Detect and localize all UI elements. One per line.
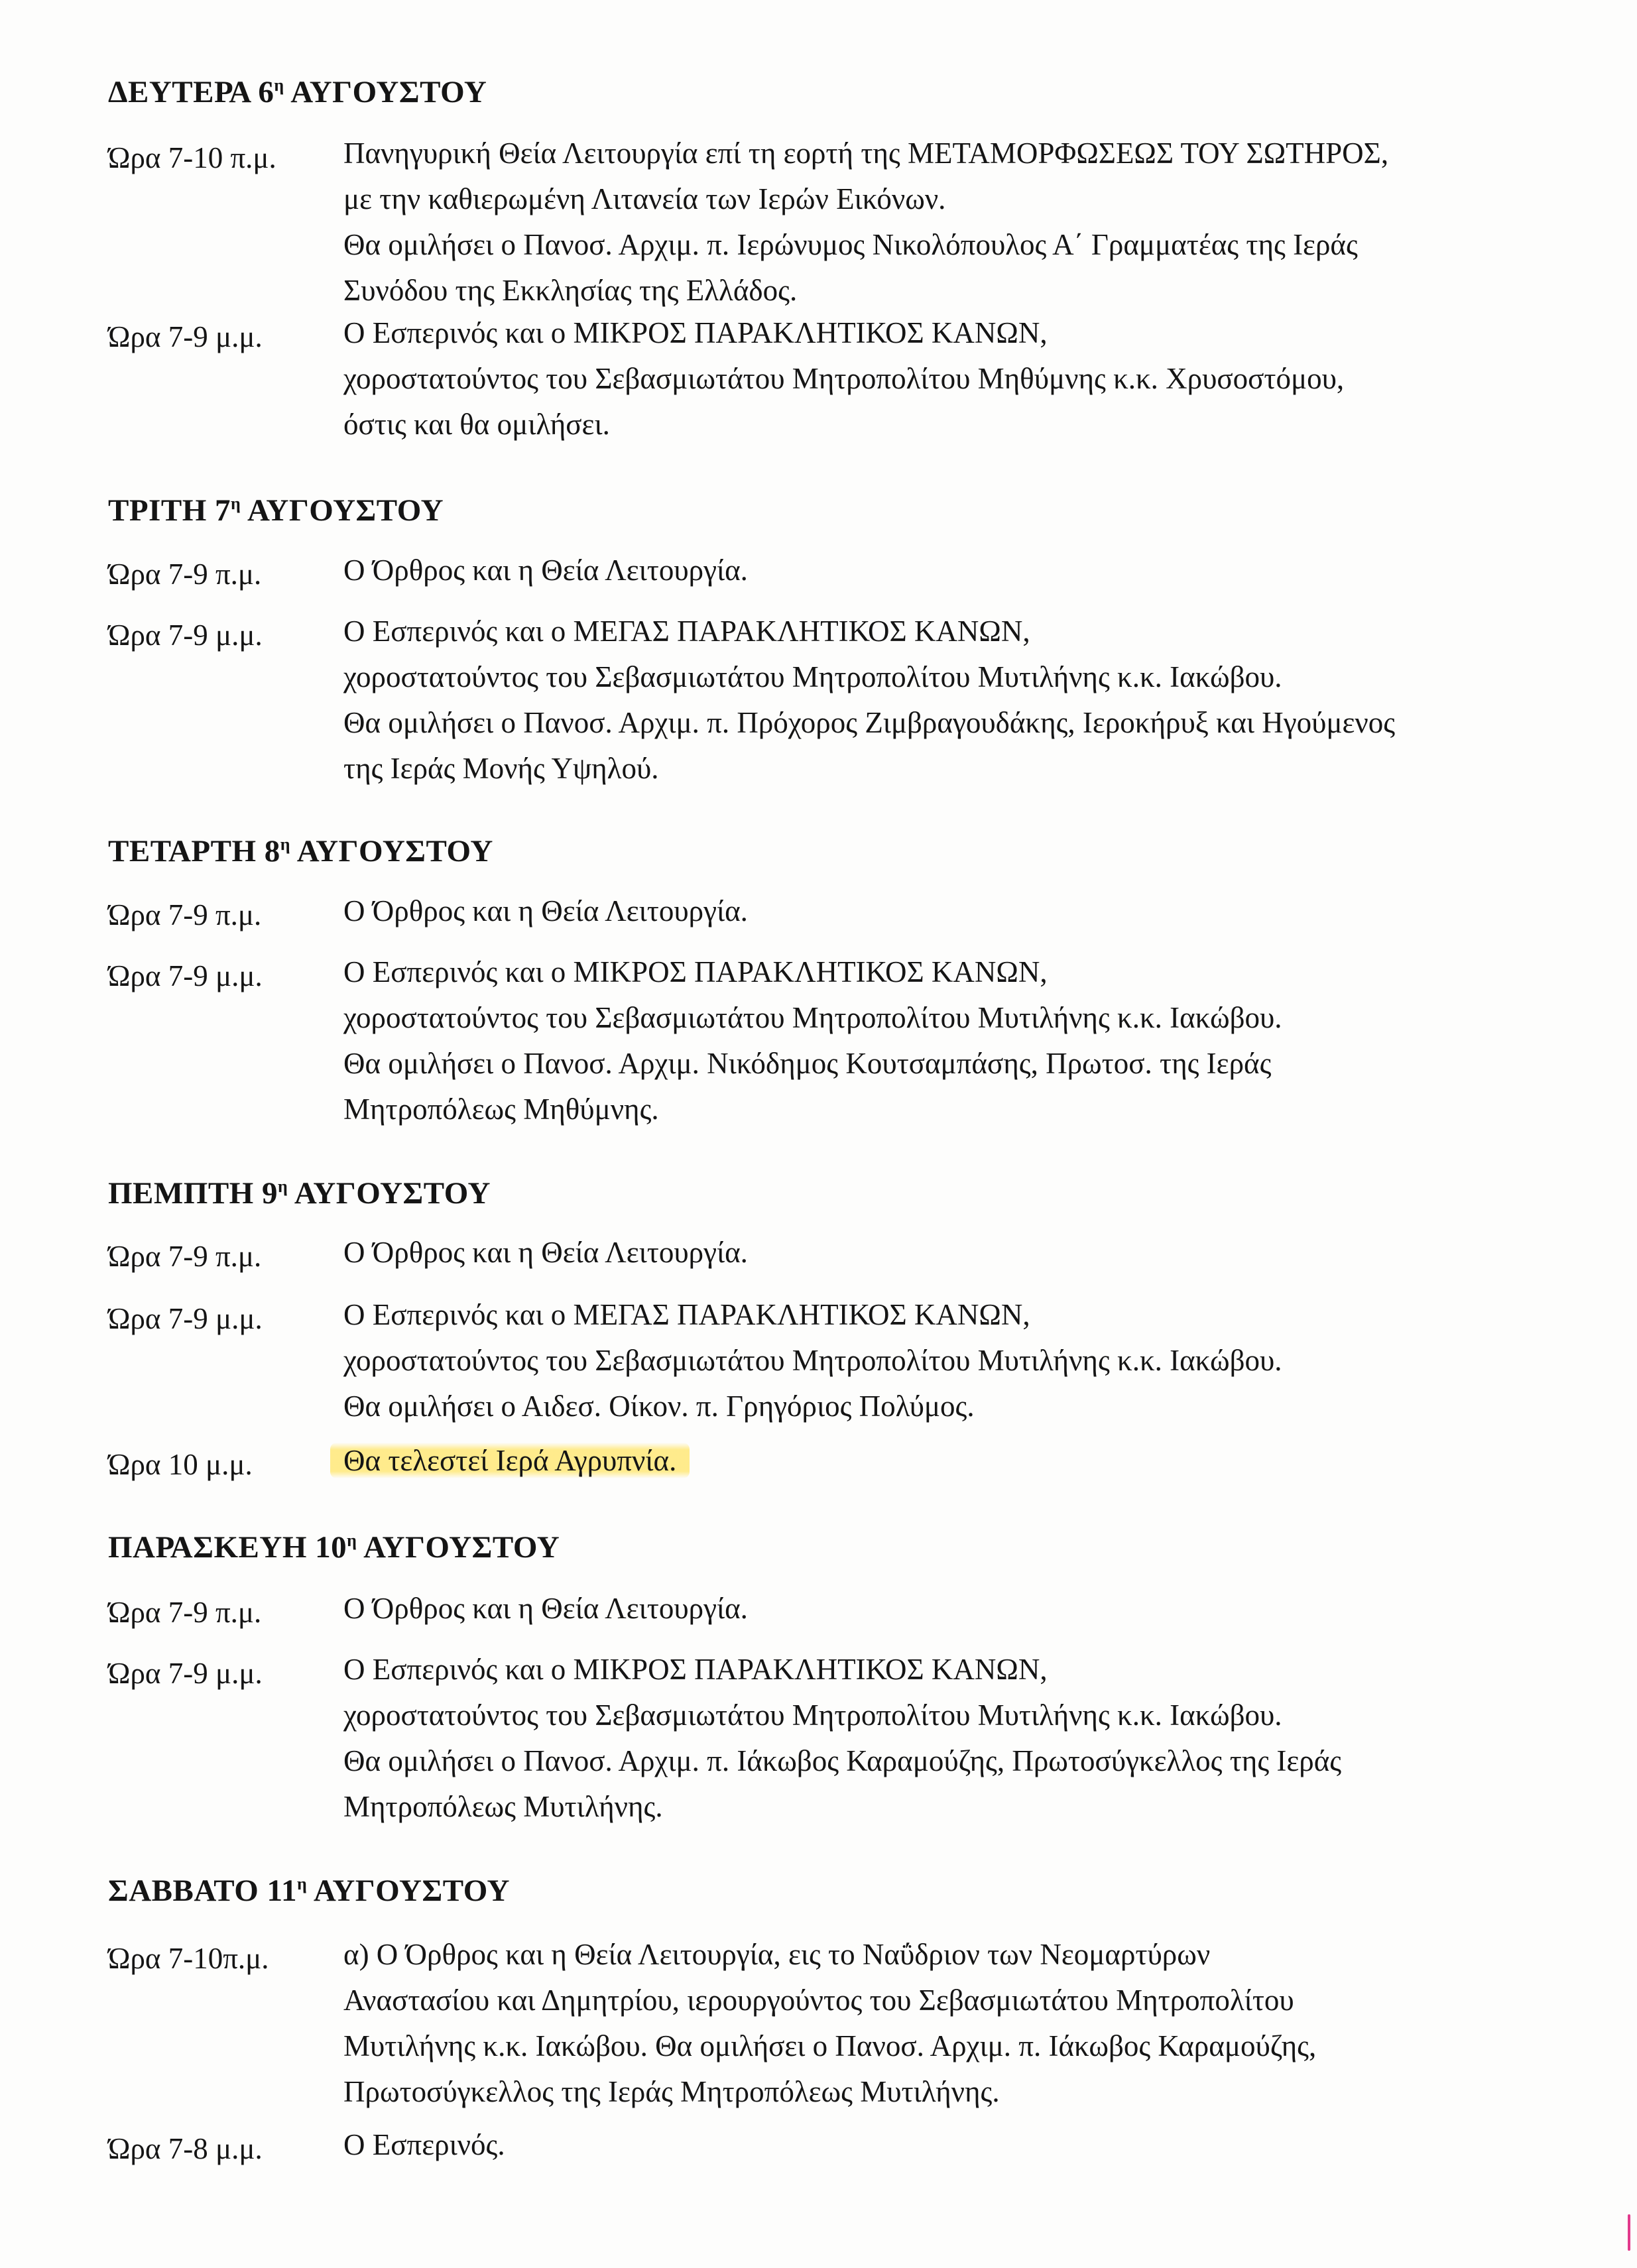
event-description: Ο Όρθρος και η Θεία Λειτουργία. <box>343 1592 748 1625</box>
event-description: Ο Εσπερινός και ο ΜΙΚΡΟΣ ΠΑΡΑΚΛΗΤΙΚΟΣ ΚΑΝΩΝ, χοροστατούντος του Σεβασμιωτάτου Μητροπολίτου Μυτιλήνης κ.κ. Ιακώβου. Θα ομιλήσει ο Πανοσ. Αρχιμ. Νικόδημος Κουτσαμπάσης, Πρωτοσ. της Ιεράς Μητροπόλεως Μηθύμνης. <box>343 955 1282 1126</box>
day-heading: ΤΕΤΑΡΤΗ $8^\eta$ ΑΥΓΟΥΣΤΟΥ <box>108 834 493 868</box>
time-slot: Ώρα 7-9 π.μ. <box>108 1596 262 1629</box>
time-slot: Ώρα 7-9 μ.μ. <box>108 320 263 353</box>
time-slot: Ώρα 10 μ.μ. <box>108 1448 253 1481</box>
time-slot: Ώρα 7-9 π.μ. <box>108 1240 262 1273</box>
highlighted-text: Θα τελεστεί Ιερά Αγρυπνία. <box>330 1443 690 1478</box>
event-description: Ο Εσπερινός και ο ΜΕΓΑΣ ΠΑΡΑΚΛΗΤΙΚΟΣ ΚΑΝΩΝ, χοροστατούντος του Σεβασμιωτάτου Μητροπολίτου Μυτιλήνης κ.κ. Ιακώβου. Θα ομιλήσει ο Πανοσ. Αρχιμ. π. Πρόχορος Ζιμβραγουδάκης, Ιεροκήρυξ και Ηγούμενος της Ιεράς Μονής Υψηλού. <box>343 615 1396 785</box>
time-slot: Ώρα 7-9 π.μ. <box>108 558 262 591</box>
time-slot: Ώρα 7-9 μ.μ. <box>108 619 263 652</box>
time-slot: Ώρα 7-9 π.μ. <box>108 898 262 931</box>
time-slot: Ώρα 7-9 μ.μ. <box>108 1657 263 1690</box>
day-heading: ΔΕΥΤΕΡΑ $6^\eta$ ΑΥΓΟΥΣΤΟΥ <box>108 75 487 109</box>
day-heading: ΠΑΡΑΣΚΕΥΗ $10^\eta$ ΑΥΓΟΥΣΤΟΥ <box>108 1530 560 1565</box>
time-slot: Ώρα 7-10 π.μ. <box>108 141 276 174</box>
time-slot: Ώρα 7-8 μ.μ. <box>108 2132 263 2165</box>
event-description: Ο Όρθρος και η Θεία Λειτουργία. <box>343 894 748 927</box>
event-description: Πανηγυρική Θεία Λειτουργία επί τη εορτή της ΜΕΤΑΜΟΡΦΩΣΕΩΣ ΤΟΥ ΣΩΤΗΡΟΣ, με την καθιερωμένη Λιτανεία των Ιερών Εικόνων. Θα ομιλήσει ο Πανοσ. Αρχιμ. π. Ιερώνυμος Νικολόπουλος Α΄ Γραμματέας της Ιεράς Συνόδου της Εκκλησίας της Ελλάδος. <box>343 137 1389 307</box>
event-description: Ο Όρθρος και η Θεία Λειτουργία. <box>343 554 748 587</box>
event-description: Ο Όρθρος και η Θεία Λειτουργία. <box>343 1236 748 1269</box>
pen-mark <box>1628 2214 1630 2251</box>
event-description: Ο Εσπερινός και ο ΜΙΚΡΟΣ ΠΑΡΑΚΛΗΤΙΚΟΣ ΚΑΝΩΝ, χοροστατούντος του Σεβασμιωτάτου Μητροπολίτου Μηθύμνης κ.κ. Χρυσοστόμου, όστις και θα ομιλήσει. <box>343 316 1345 441</box>
time-slot: Ώρα 7-10π.μ. <box>108 1942 269 1975</box>
event-description <box>343 1438 1530 1484</box>
day-heading: ΠΕΜΠΤΗ $9^\eta$ ΑΥΓΟΥΣΤΟΥ <box>108 1176 491 1211</box>
event-description: Ο Εσπερινός. <box>343 2128 505 2161</box>
event-description: Ο Εσπερινός και ο ΜΙΚΡΟΣ ΠΑΡΑΚΛΗΤΙΚΟΣ ΚΑΝΩΝ, χοροστατούντος του Σεβασμιωτάτου Μητροπολίτου Μυτιλήνης κ.κ. Ιακώβου. Θα ομιλήσει ο Πανοσ. Αρχιμ. π. Ιάκωβος Καραμούζης, Πρωτοσύγκελλος της Ιεράς Μητροπόλεως Μυτιλήνης. <box>343 1653 1342 1823</box>
day-heading: ΣΑΒΒΑΤΟ $11^\eta$ ΑΥΓΟΥΣΤΟΥ <box>108 1874 510 1908</box>
day-heading: ΤΡΙΤΗ $7^\eta$ ΑΥΓΟΥΣΤΟΥ <box>108 493 444 528</box>
event-description: Ο Εσπερινός και ο ΜΕΓΑΣ ΠΑΡΑΚΛΗΤΙΚΟΣ ΚΑΝΩΝ, χοροστατούντος του Σεβασμιωτάτου Μητροπολίτου Μυτιλήνης κ.κ. Ιακώβου. Θα ομιλήσει ο Αιδεσ. Οίκον. π. Γρηγόριος Πολύμος. <box>343 1298 1282 1423</box>
event-description: α) Ο Όρθρος και η Θεία Λειτουργία, εις το Ναΰδριον των Νεομαρτύρων Αναστασίου και Δημητρίου, ιερουργούντος του Σεβασμιωτάτου Μητροπολίτου Μυτιλήνης κ.κ. Ιακώβου. Θα ομιλήσει ο Πανοσ. Αρχιμ. π. Ιάκωβος Καραμούζης, Πρωτοσύγκελλος της Ιεράς Μητροπόλεως Μυτιλήνης. <box>343 1938 1317 2108</box>
time-slot: Ώρα 7-9 μ.μ. <box>108 959 263 992</box>
time-slot: Ώρα 7-9 μ.μ. <box>108 1302 263 1335</box>
